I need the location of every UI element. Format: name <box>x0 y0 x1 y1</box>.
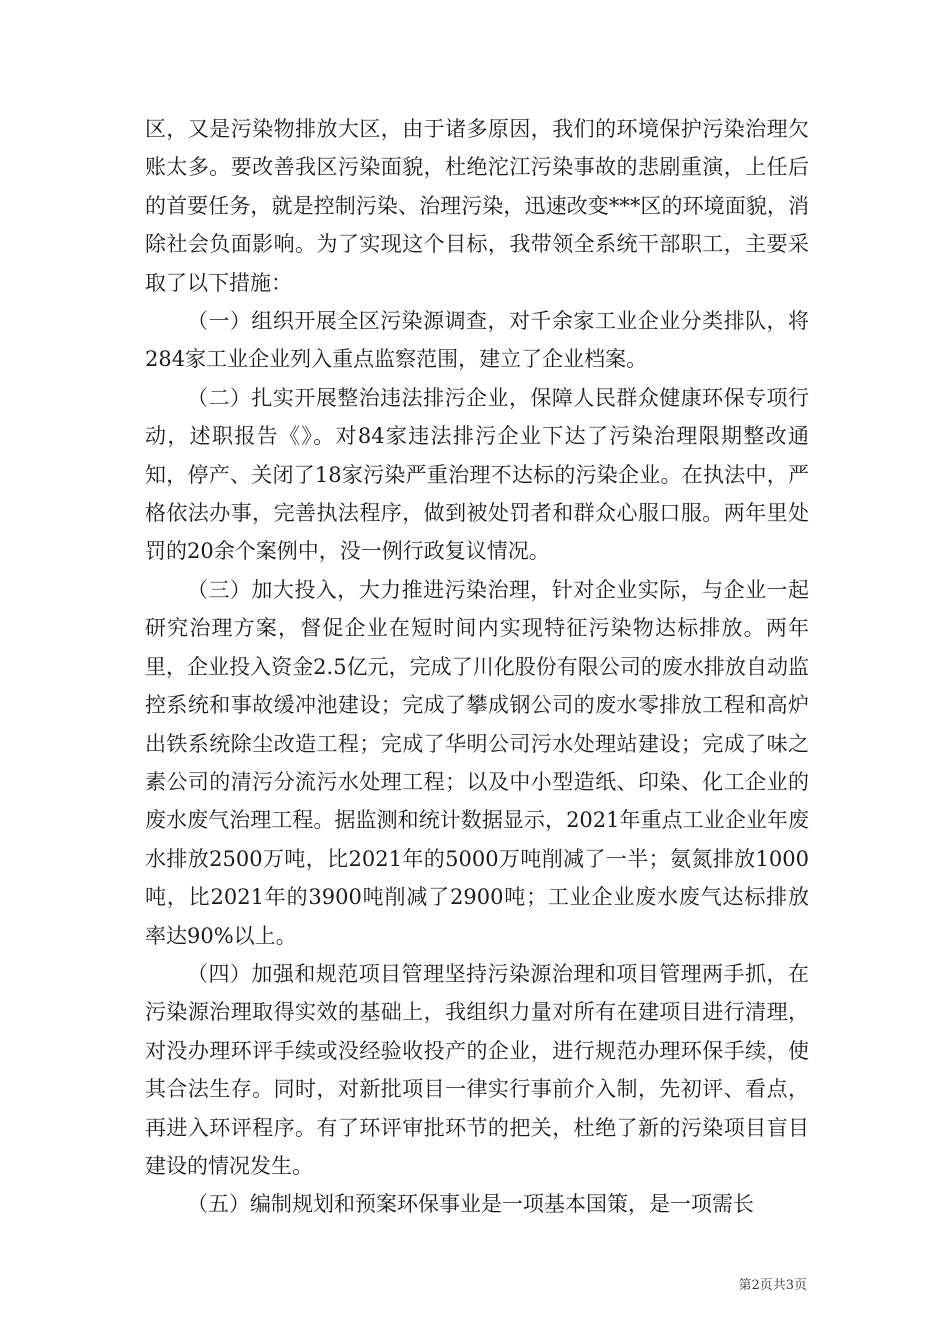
paragraph-measure-5: （五）编制规划和预案环保事业是一项基本国策，是一项需长 <box>187 1192 754 1217</box>
paragraph-measure-3: （三）加大投入，大力推进污染治理，针对企业实际，与企业一起研究治理方案，督促企业在短时间内实现特征污染物达标排放。两年里，企业投入资金2.5亿元，完成了川化股份有限公司的废水排放自动监控系统和事故缓冲池建设；完成了攀成钢公司的废水零排放工程和高炉出铁系统除尘改造工程；完成了华明公司污水处理站建设；完成了味之素公司的清污分流污水处理工程；以及中小型造纸、印染、化工企业的废水废气治理工程。据监测和统计数据显示，2021年重点工业企业年废水排放2500万吨，比2021年的5000万吨削减了一半；氨氮排放1000吨，比2021年的3900吨削减了2900吨；工业企业废水废气达标排放率达90%以上。 <box>145 577 809 948</box>
page-number: 第2页共3页 <box>738 1278 807 1293</box>
body-text <box>145 110 809 1224</box>
paragraph-continuation: 区，又是污染物排放大区，由于诸多原因，我们的环境保护污染治理欠账太多。要改善我区污染面貌，杜绝沱江污染事故的悲剧重演，上任后的首要任务，就是控制污染、治理污染，迅速改变***区的环境面貌，消除社会负面影响。为了实现这个目标，我带领全系统干部职工，主要采取了以下措施： <box>145 117 809 295</box>
paragraph-measure-2: （二）扎实开展整治违法排污企业，保障人民群众健康环保专项行动，述职报告《》。对84家违法排污企业下达了污染治理限期整改通知，停产、关闭了18家污染严重治理不达标的污染企业。在执法中，严格依法办事，完善执法程序，做到被处罚者和群众心服口服。两年里处罚的20余个案例中，没一例行政复议情况。 <box>145 385 809 564</box>
paragraph-measure-4: （四）加强和规范项目管理坚持污染源治理和项目管理两手抓，在污染源治理取得实效的基础上，我组织力量对所有在建项目进行清理，对没办理环评手续或没经验收投产的企业，进行规范办理环保手续，使其合法生存。同时，对新批项目一律实行事前介入制，先初评、看点，再进入环评程序。有了环评审批环节的把关，杜绝了新的污染项目盲目建设的情况发生。 <box>145 961 809 1178</box>
paragraph-measure-1: （一）组织开展全区污染源调查，对千余家工业企业分类排队，将284家工业企业列入重点监察范围，建立了企业档案。 <box>145 309 809 372</box>
